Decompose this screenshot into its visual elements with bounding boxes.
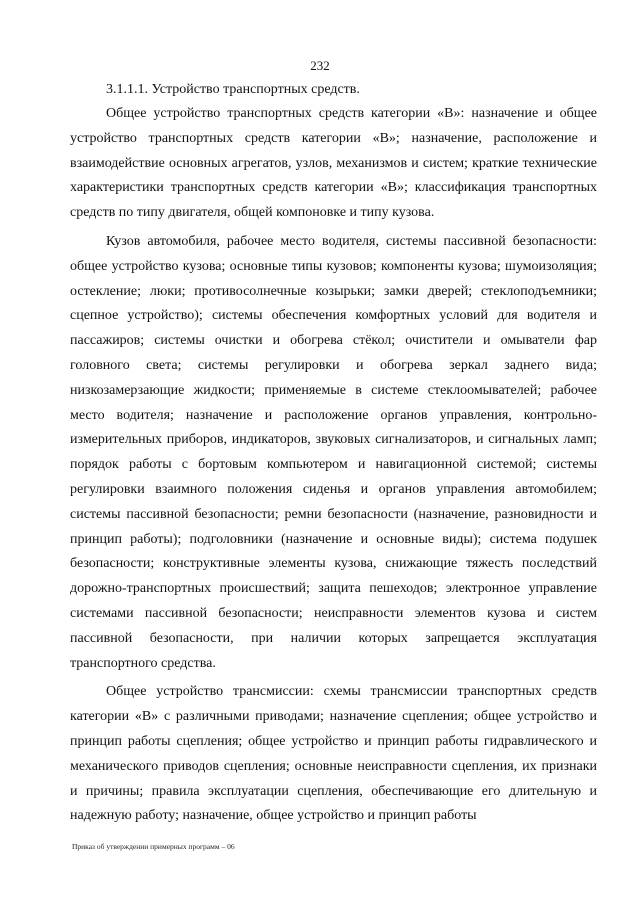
footer-note: Приказ об утверждении примерных программ – 06 <box>72 842 235 851</box>
body-text <box>70 102 597 829</box>
section-heading: 3.1.1.1. Устройство транспортных средств. <box>106 82 360 97</box>
page-number: 232 <box>310 58 330 73</box>
paragraph-body-safety: Кузов автомобиля, рабочее место водителя, системы пассивной безопасности: общее устройство кузова; основные типы кузовов; компоненты кузова; шумоизоляция; остекление; люки; противосолнечные козырьки; замки дверей; стеклоподъемники; сцепное устройство); системы обеспечения комфортных условий для водителя и пассажиров; системы очистки и обогрева стёкол; очистители и омыватели фар головного света; системы регулировки и обогрева зеркал заднего вида; низкозамерзающие жидкости; применяемые в системе стеклоомывателей; рабочее место водителя; назначение и расположение органов управления, контрольно-измерительных приборов, индикаторов, звуковых сигнализаторов, и сигнальных ламп; порядок работы с бортовым компьютером и навигационной системой; системы регулировки взаимного положения сиденья и органов управления автомобилем; системы пассивной безопасности; ремни безопасности (назначение, разновидности и принцип работы); подголовники (назначение и основные виды); система подушек безопасности; конструктивные элементы кузова, снижающие тяжесть последствий дорожно-транспортных происшествий; защита пешеходов; электронное управление системами пассивной безопасности; неисправности элементов кузова и систем пассивной безопасности, при наличии которых запрещается эксплуатация транспортного средства. <box>70 233 597 671</box>
paragraph-transmission: Общее устройство трансмиссии: схемы трансмиссии транспортных средств категории «В» с различными приводами; назначение сцепления; общее устройство и принцип работы сцепления; общее устройство и принцип работы гидравлического и механического приводов сцепления; основные неисправности сцепления, их признаки и причины; правила эксплуатации сцепления, обеспечивающие его длительную и надежную работу; назначение, общее устройство и принцип работы <box>70 684 597 824</box>
paragraph-vehicle-general: Общее устройство транспортных средств категории «В»: назначение и общее устройство транспортных средств категории «В»; назначение, расположение и взаимодействие основных агрегатов, узлов, механизмов и систем; краткие технические характеристики транспортных средств категории «В»; классификация транспортных средств по типу двигателя, общей компоновке и типу кузова. <box>70 106 597 221</box>
